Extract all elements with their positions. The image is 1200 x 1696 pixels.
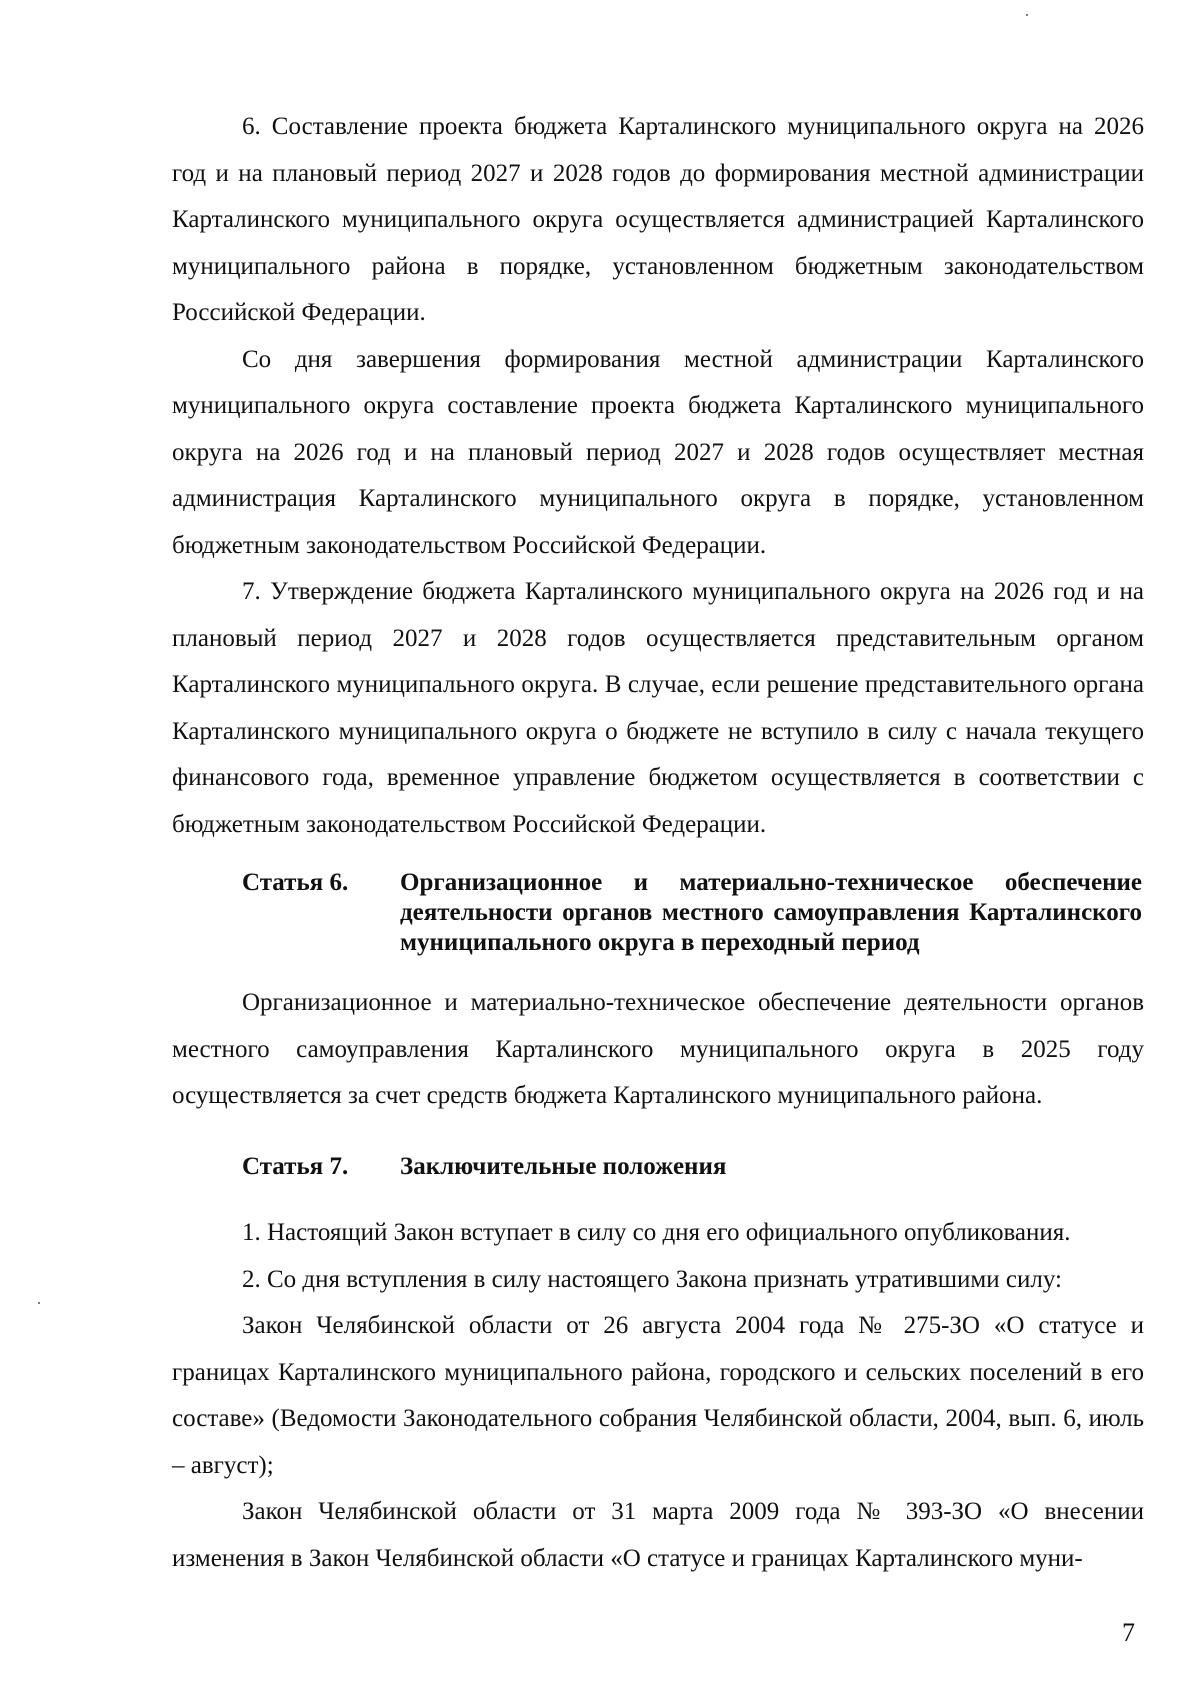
article-7-title: Заключительные положения bbox=[400, 1153, 727, 1180]
scan-speck bbox=[38, 1302, 40, 1304]
article-6-number: Статья 6. bbox=[242, 869, 349, 896]
article-7-heading bbox=[242, 1152, 1142, 1182]
article-6-body-block bbox=[172, 980, 1144, 1120]
article-7-item-1: 1. Настоящий Закон вступает в силу со дня его официального опубликования. bbox=[242, 1219, 1071, 1246]
article-6-title: Организационное и материально-техническое обеспечение деятельности органов местного самоуправления Карталинского муниципального округа в переходный период bbox=[400, 869, 1142, 956]
article-7-body-block bbox=[172, 1210, 1144, 1582]
article-7-item-2: 2. Со дня вступления в силу настоящего Закона признать утратившими силу: bbox=[242, 1265, 1062, 1293]
section-7-paragraph: 7. Утверждение бюджета Карталинского муниципального округа на 2026 год и на плановый период 2027 и 2028 годов осуществляется представительным органом Карталинского муниципального округа. В случае, если решение представительного органа Карталинского муниципального округа о бюджете не вступило в силу с начала текущего финансового года, временное управление бюджетом осуществляется в соответствии с бюджетным законодательством Российской Федерации. bbox=[172, 578, 1144, 838]
page-number: 7 bbox=[1122, 1618, 1135, 1647]
article-7-law-1: Закон Челябинской области от 26 августа 2004 года № 275-ЗО «О статусе и границах Карталинского муниципального района, городского и сельских поселений в его составе» (Ведомости Законодательного собрания Челябинской области, 2004, вып. 6, июль – август); bbox=[172, 1312, 1144, 1479]
scan-speck bbox=[1026, 14, 1028, 16]
section-6-paragraph-2: Со дня завершения формирования местной администрации Карталинского муниципального округа составление проекта бюджета Карталинского муниципального округа на 2026 год и на плановый период 2027 и 2028 годов осуществляет местная администрация Карталинского муниципального округа в порядке, установленном бюджетным законодательством Российской Федерации. bbox=[172, 345, 1144, 559]
article-6-heading bbox=[242, 868, 1142, 960]
article-6-body: Организационное и материально-техническое обеспечение деятельности органов местного самоуправления Карталинского муниципального округа в 2025 году осуществляется за счет средств бюджета Карталинского муниципального района. bbox=[172, 989, 1144, 1109]
section-6-block bbox=[172, 104, 1144, 848]
article-7-law-2: Закон Челябинской области от 31 марта 2009 года № 393-ЗО «О внесении изменения в Закон Челябинской области «О статусе и границах Карталинского муни- bbox=[172, 1498, 1144, 1572]
section-6-paragraph-1: 6. Составление проекта бюджета Карталинского муниципального округа на 2026 год и на плановый период 2027 и 2028 годов до формирования местной администрации Карталинского муниципального округа осуществляется администрацией Карталинского муниципального района в порядке, установленном бюджетным законодательством Российской Федерации. bbox=[172, 113, 1144, 326]
article-7-number: Статья 7. bbox=[242, 1153, 349, 1180]
